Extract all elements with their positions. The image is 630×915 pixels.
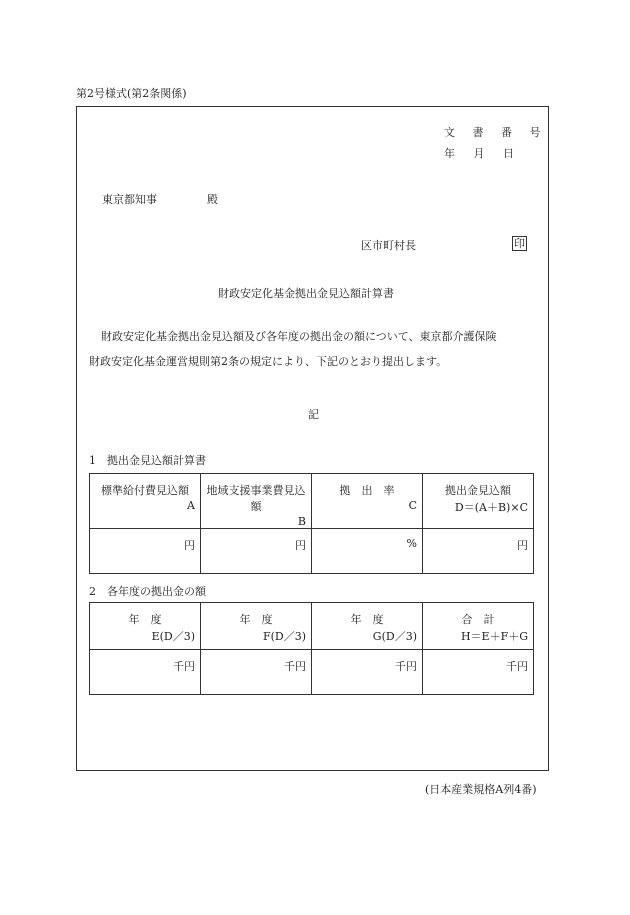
value-cell[interactable] — [312, 529, 423, 574]
body-text-line-1: 財政安定化基金拠出金見込額及び各年度の拠出金の額について、東京都介護保険 — [101, 330, 497, 343]
seal-text: 印 — [514, 237, 525, 250]
header-label: 標準給付費見込額 — [101, 484, 189, 497]
value-cell[interactable] — [312, 650, 423, 695]
honorific: 殿 — [207, 193, 218, 206]
annual-value-row — [90, 650, 534, 695]
paper-size-note: (日本産業規格A列4番) — [425, 783, 537, 796]
value-cell[interactable] — [201, 650, 312, 695]
header-label: 年 度 — [128, 613, 162, 626]
unit-label: 円 — [184, 539, 195, 552]
unit-label: 千円 — [395, 660, 417, 673]
calculation-table — [89, 473, 534, 574]
header-label: 地域支援事業費見込額 — [206, 484, 306, 513]
unit-label: 円 — [517, 539, 528, 552]
unit-label: 千円 — [173, 660, 195, 673]
header-cell-year-e — [90, 603, 201, 650]
calculation-header-row — [90, 474, 534, 529]
unit-label: 千円 — [506, 660, 528, 673]
header-label: 年 度 — [239, 613, 273, 626]
seal-mark — [512, 236, 527, 251]
header-cell-standard-benefit — [90, 474, 201, 529]
value-cell[interactable] — [90, 529, 201, 574]
section2-heading: 2 各年度の拠出金の額 — [89, 585, 206, 598]
header-cell-year-f — [201, 603, 312, 650]
unit-label: % — [406, 537, 417, 550]
header-cell-contribution-rate — [312, 474, 423, 529]
section1-heading: 1 拠出金見込額計算書 — [89, 454, 206, 467]
addressee: 東京都知事 — [102, 193, 157, 206]
header-cell-contribution-estimate — [423, 474, 534, 529]
header-sub: E(D／3) — [151, 630, 195, 643]
header-label: 年 度 — [350, 613, 384, 626]
date-label: 年 月 日 — [444, 147, 516, 160]
header-label: 拠出金見込額 — [445, 484, 511, 497]
annual-contribution-table — [89, 602, 534, 695]
header-label: 合 計 — [461, 613, 495, 626]
calculation-value-row — [90, 529, 534, 574]
document-title: 財政安定化基金拠出金見込額計算書 — [218, 287, 394, 300]
header-sub: A — [187, 499, 195, 512]
value-cell[interactable] — [423, 650, 534, 695]
value-cell[interactable] — [423, 529, 534, 574]
header-sub: F(D／3) — [262, 630, 306, 643]
header-sub: B — [297, 515, 306, 528]
body-text-line-2: 財政安定化基金運営規則第2条の規定により、下記のとおり提出します。 — [89, 355, 448, 368]
annual-header-row — [90, 603, 534, 650]
ki-label: 記 — [308, 408, 319, 421]
header-label: 拠 出 率 — [339, 484, 395, 497]
form-number-label: 第2号様式(第2条関係) — [76, 87, 187, 100]
header-sub: C — [408, 499, 417, 512]
value-cell[interactable] — [201, 529, 312, 574]
unit-label: 円 — [295, 539, 306, 552]
header-sub: D＝(A＋B)×C — [454, 501, 528, 514]
unit-label: 千円 — [284, 660, 306, 673]
header-cell-total — [423, 603, 534, 650]
header-sub: G(D／3) — [372, 630, 417, 643]
sender-label: 区市町村長 — [361, 239, 416, 252]
header-sub: H＝E＋F＋G — [460, 630, 528, 643]
value-cell[interactable] — [90, 650, 201, 695]
header-cell-year-g — [312, 603, 423, 650]
header-cell-community-support — [201, 474, 312, 529]
document-number-label: 文 書 番 号 — [444, 126, 548, 139]
